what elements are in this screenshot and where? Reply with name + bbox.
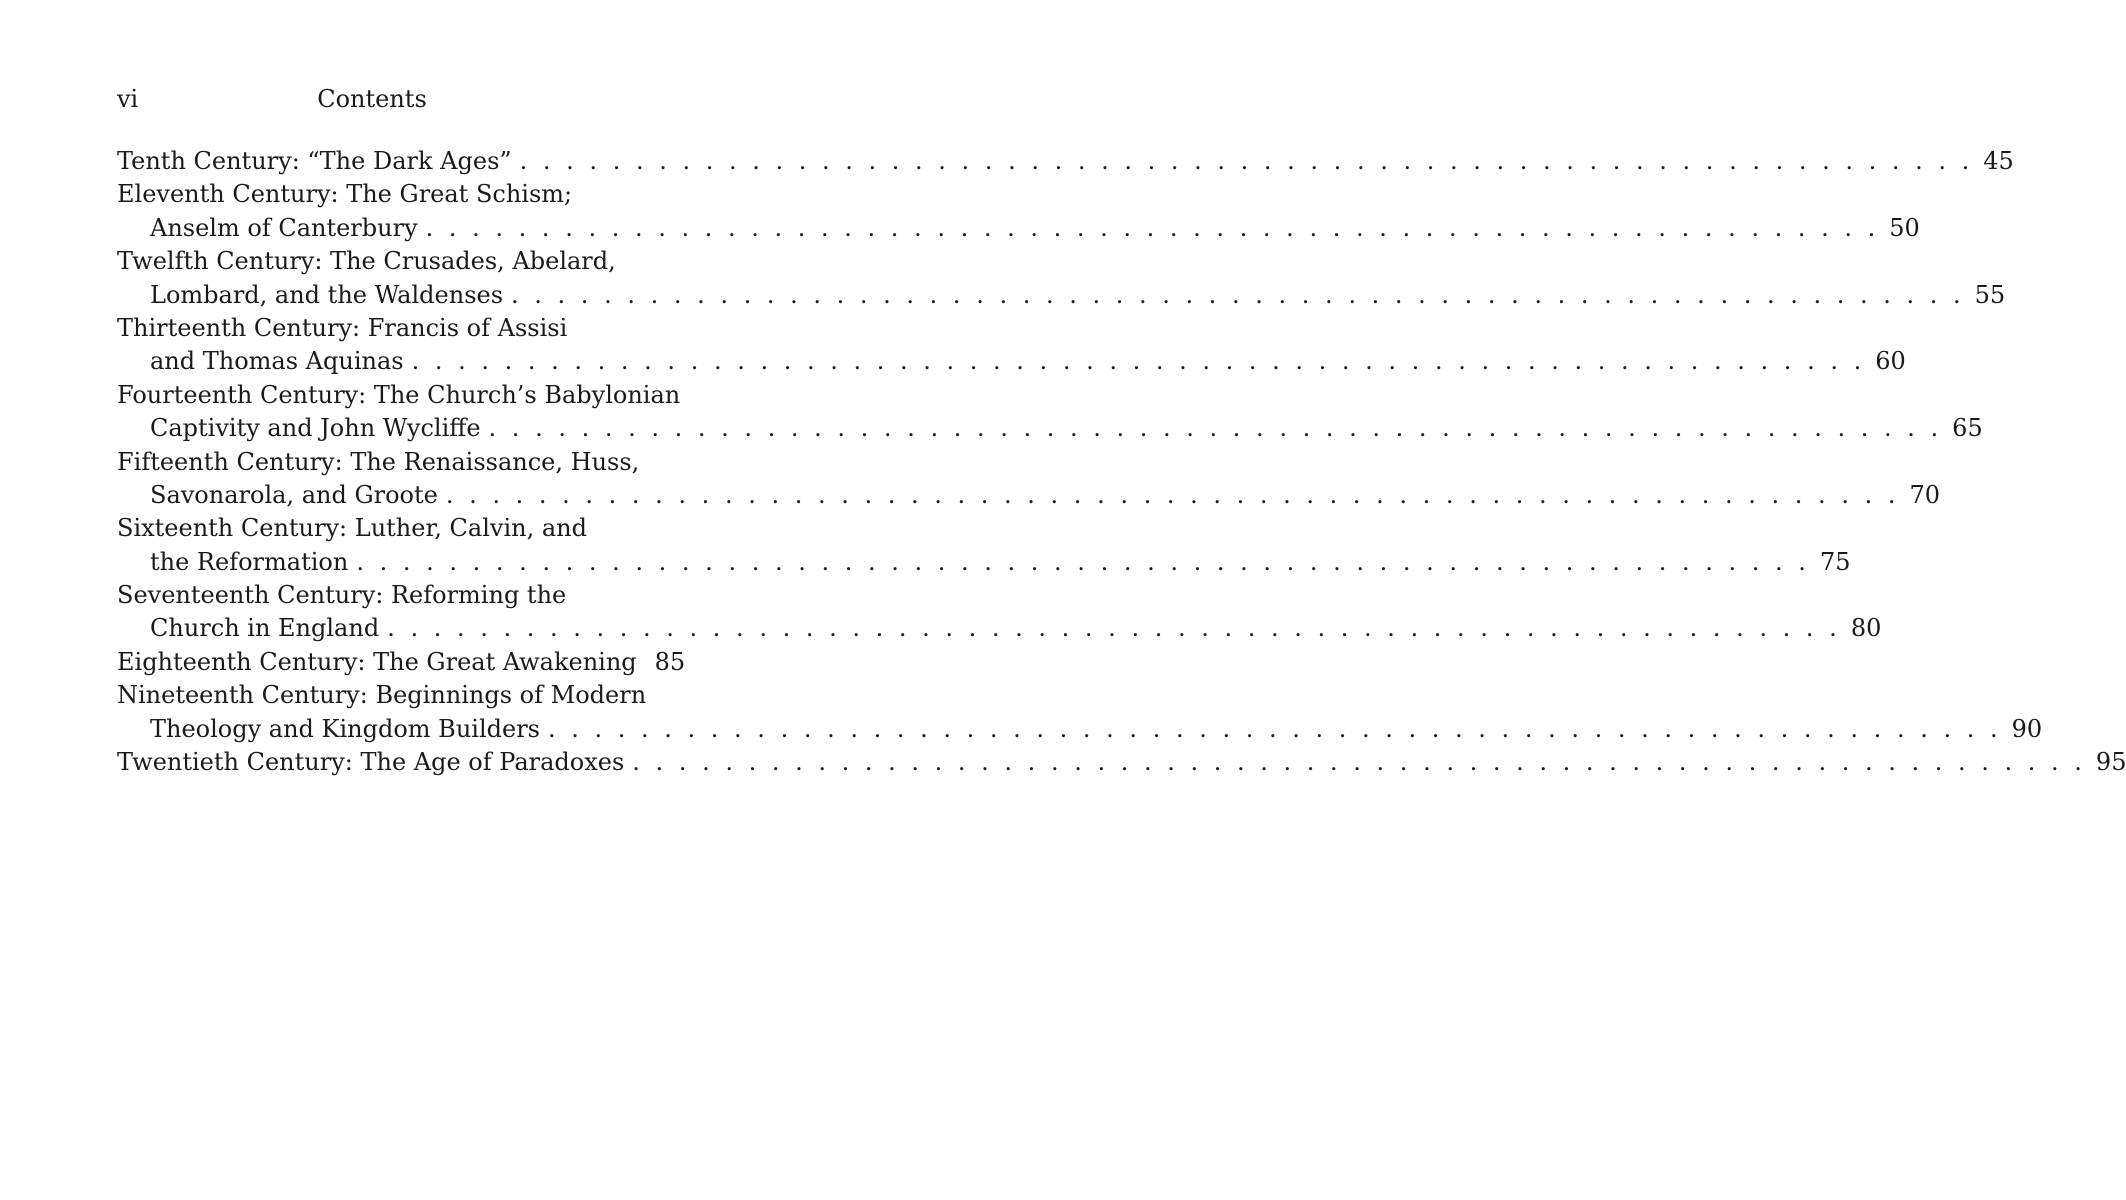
toc-entry-title: Nineteenth Century: Beginnings of Modern xyxy=(117,681,647,710)
toc-entry xyxy=(117,379,1983,446)
dot-leader xyxy=(412,345,1866,378)
dot-leader xyxy=(426,212,1880,245)
toc-entry xyxy=(117,579,1882,646)
toc-entry-title: and Thomas Aquinas xyxy=(150,347,404,376)
toc-page-number: 85 xyxy=(654,647,686,676)
toc-entry xyxy=(117,746,2126,779)
toc-entry-title: Seventeenth Century: Reforming the xyxy=(117,581,567,610)
toc-entry-title: Fifteenth Century: The Renaissance, Huss, xyxy=(117,447,640,476)
dot-leader xyxy=(548,713,2002,746)
toc-entry xyxy=(117,145,2014,178)
toc-page-number: 50 xyxy=(1889,213,1920,242)
toc-entry xyxy=(117,679,2043,746)
toc-entry-line xyxy=(117,546,1851,579)
toc-entry-line xyxy=(117,145,2014,178)
page-header xyxy=(117,82,680,116)
toc-entry-title: Twentieth Century: The Age of Paradoxes xyxy=(117,748,625,777)
toc-entry-title: Anselm of Canterbury xyxy=(150,213,418,242)
toc-entry-title: Eleventh Century: The Great Schism; xyxy=(117,180,573,209)
dot-leader xyxy=(446,479,1900,512)
toc-page-number: 65 xyxy=(1952,414,1983,443)
toc-entry-title: Eighteenth Century: The Great Awakening xyxy=(117,647,637,676)
toc-page-number: 95 xyxy=(2095,748,2126,777)
dot-leader xyxy=(489,412,1943,445)
dot-leader xyxy=(387,612,1841,645)
toc-page-number: 75 xyxy=(1819,547,1851,576)
toc-entry-title: Savonarola, and Groote xyxy=(150,480,438,509)
toc-entry-line xyxy=(117,412,1983,445)
toc-entry-title: Fourteenth Century: The Church’s Babylonian xyxy=(117,380,681,409)
toc-entry xyxy=(117,446,1941,513)
toc-page-number: 45 xyxy=(1983,147,2014,175)
table-of-contents xyxy=(117,145,2126,779)
toc-entry-line xyxy=(117,345,1906,378)
toc-entry xyxy=(117,312,1906,379)
page-number: vi xyxy=(117,85,139,113)
toc-entry-title: Lombard, and the Waldenses xyxy=(150,280,504,309)
toc-entry-line xyxy=(117,713,2043,746)
toc-entry xyxy=(117,178,1920,245)
toc-entry-title: Church in England xyxy=(150,614,380,643)
toc-entry xyxy=(117,245,2006,312)
toc-entry-line xyxy=(117,746,2126,779)
toc-page-number: 80 xyxy=(1850,614,1882,643)
toc-entry-line xyxy=(117,212,1920,245)
toc-page-number: 90 xyxy=(2011,714,2043,743)
toc-entry-line xyxy=(117,479,1941,512)
toc-entry-title: Tenth Century: “The Dark Ages” xyxy=(117,147,512,175)
toc-entry-title: Twelfth Century: The Crusades, Abelard, xyxy=(117,247,616,276)
toc-entry xyxy=(117,512,1851,579)
dot-leader xyxy=(356,546,1810,579)
toc-entry-line xyxy=(117,646,686,679)
toc-page-number: 70 xyxy=(1909,480,1941,509)
dot-leader xyxy=(632,746,2086,779)
running-title: Contents xyxy=(317,85,427,113)
toc-page-number: 55 xyxy=(1974,280,2006,309)
dot-leader xyxy=(511,279,1965,312)
toc-page-number: 60 xyxy=(1875,347,1906,376)
dot-leader xyxy=(520,145,1974,178)
toc-entry-title: the Reformation xyxy=(150,547,349,576)
toc-entry-title: Thirteenth Century: Francis of Assisi xyxy=(117,313,568,342)
toc-entry-line xyxy=(117,612,1882,645)
toc-entry-title: Sixteenth Century: Luther, Calvin, and xyxy=(117,514,587,543)
toc-entry-line xyxy=(117,279,2006,312)
toc-entry-title: Theology and Kingdom Builders xyxy=(150,714,540,743)
toc-entry xyxy=(117,646,686,679)
toc-entry-title: Captivity and John Wycliffe xyxy=(150,414,481,443)
